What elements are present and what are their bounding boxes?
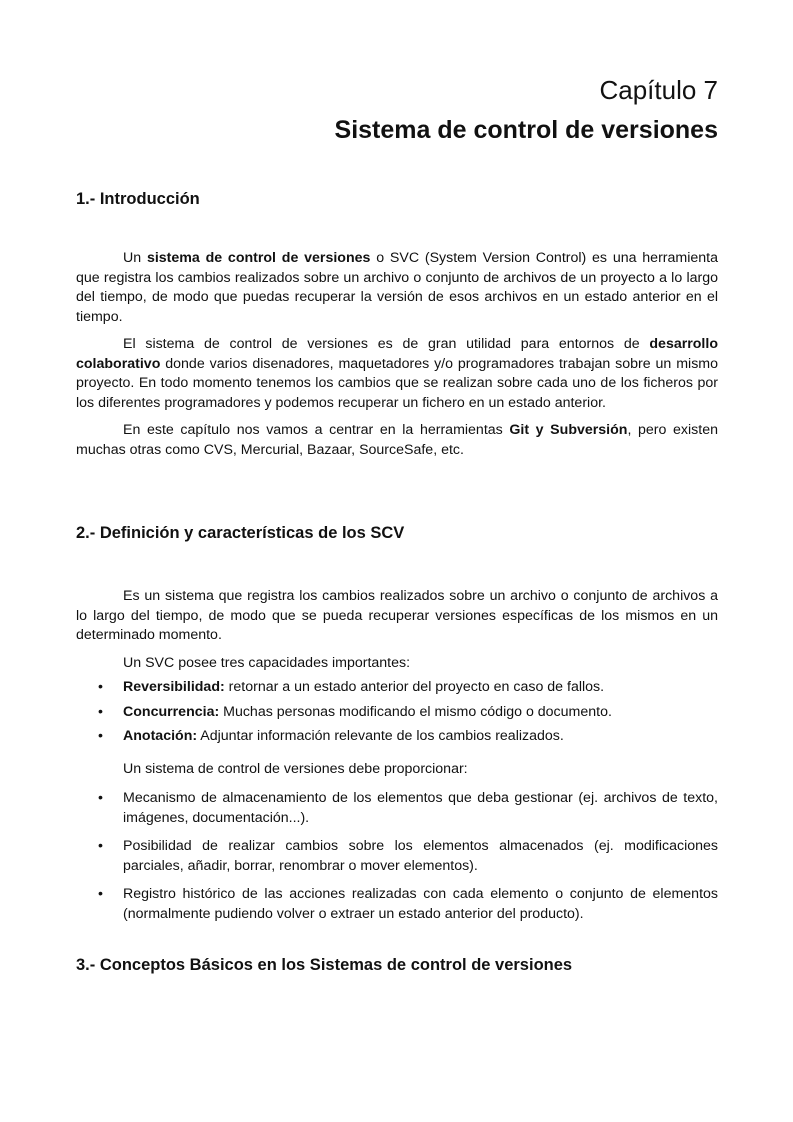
- section-2-heading: 2.- Definición y características de los SCV: [76, 524, 405, 542]
- intro-paragraph-3: En este capítulo nos vamos a centrar en la herramientas Git y Subversión, pero existen muchas otras como CVS, Mercurial, Bazaar, SourceSafe, etc.: [76, 422, 718, 458]
- list-item: • Mecanismo de almacenamiento de los elementos que deba gestionar (ej. archivos de texto, imágenes, documentación...).: [98, 790, 718, 826]
- definition-paragraph: Es un sistema que registra los cambios realizados sobre un archivo o conjunto de archivos a lo largo del tiempo, de modo que se pueda recuperar versiones específicas de los mismos en un determinado momento.: [76, 588, 718, 643]
- capabilities-intro: Un SVC posee tres capacidades importantes:: [123, 655, 411, 671]
- section-3-heading: 3.- Conceptos Básicos en los Sistemas de control de versiones: [76, 956, 573, 974]
- bullet-icon: •: [98, 679, 103, 695]
- intro-paragraph-1: Un sistema de control de versiones o SVC (System Version Control) es una herramienta que registra los cambios realizados sobre un archivo o conjunto de archivos de un proyecto a lo largo del tiempo, de modo que puedas recuperar la versión de esos archivos en un estado anterior en el tiempo.: [76, 250, 718, 325]
- bullet-icon: •: [98, 703, 103, 720]
- list-item: • Registro histórico de las acciones realizadas con cada elemento o conjunto de elementos (normalmente pudiendo volver o extraer un estado anterior del producto).: [98, 886, 718, 922]
- list-item: • Anotación: Adjuntar información relevante de los cambios realizados.: [76, 727, 718, 747]
- requirements-intro: Un sistema de control de versiones debe proporcionar:: [123, 761, 468, 777]
- list-item: • Concurrencia: Muchas personas modificando el mismo código o documento.: [76, 703, 718, 723]
- list-item: • Posibilidad de realizar cambios sobre los elementos almacenados (ej. modificaciones parciales, añadir, borrar, renombrar o mover elementos).: [98, 838, 718, 874]
- requirements-list: [76, 789, 718, 924]
- chapter-title: Sistema de control de versiones: [334, 116, 718, 144]
- list-item: • Reversibilidad: retornar a un estado anterior del proyecto en caso de fallos.: [76, 678, 718, 698]
- intro-paragraph-2: El sistema de control de versiones es de gran utilidad para entornos de desarrollo colaborativo donde varios disenadores, maquetadores y/o programadores trabajan sobre un mismo proyecto. En todo momento tenemos los cambios que se realizan sobre cada uno de los ficheros por los diferentes programadores y podemos recuperar un fichero en un estado anterior.: [76, 336, 718, 411]
- bullet-icon: •: [98, 886, 103, 902]
- bullet-icon: •: [98, 728, 103, 744]
- section-1-heading: 1.- Introducción: [76, 190, 200, 208]
- chapter-number: Capítulo 7: [599, 75, 718, 105]
- capabilities-list: [76, 678, 718, 747]
- bullet-icon: •: [98, 790, 103, 806]
- bullet-icon: •: [98, 838, 103, 854]
